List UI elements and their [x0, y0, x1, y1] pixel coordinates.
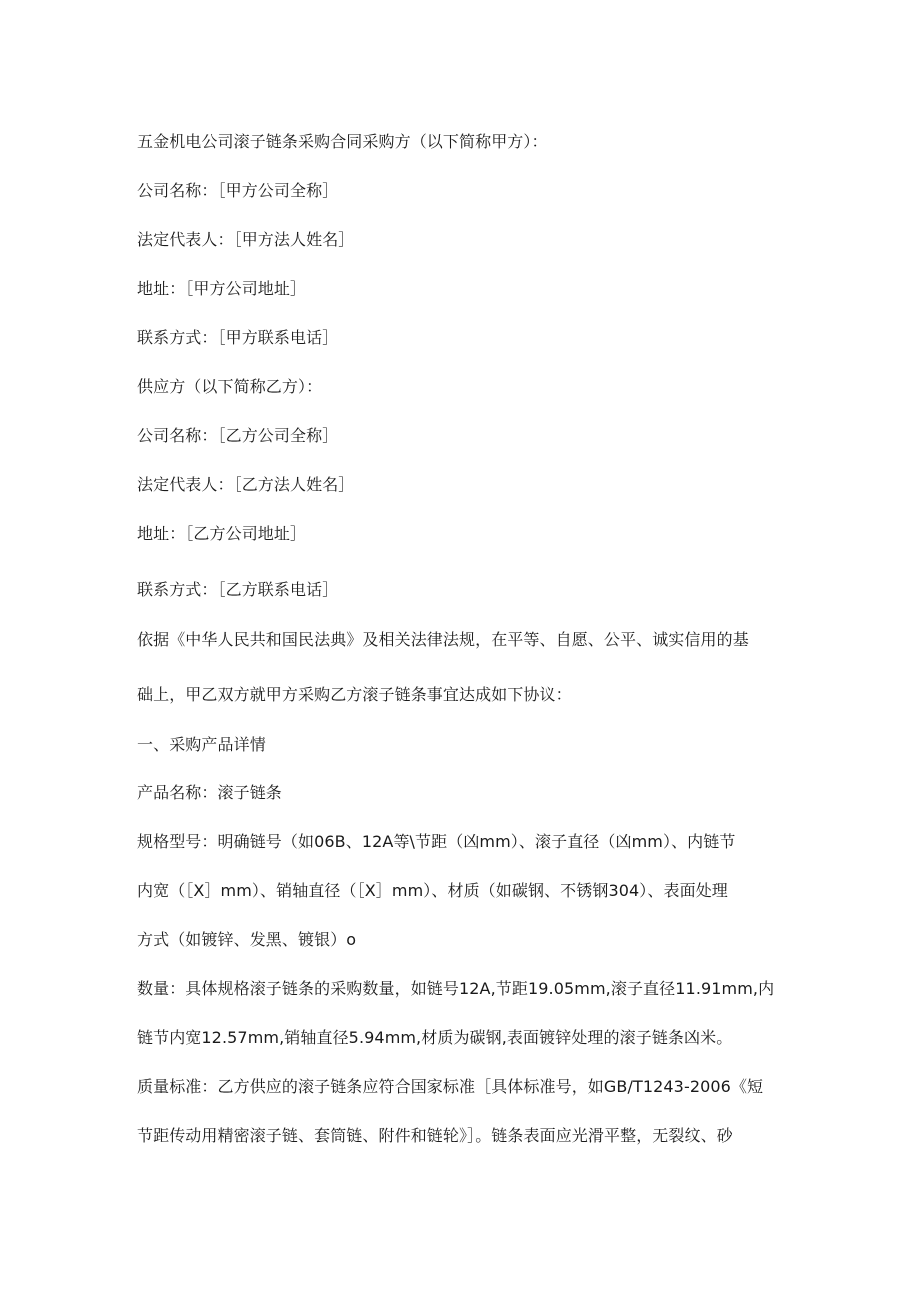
party-a-address: 地址：［甲方公司地址］	[137, 279, 307, 298]
party-b-heading: 供应方（以下简称乙方）：	[137, 377, 323, 396]
section-heading-product-details: 一、采购产品详情	[137, 735, 266, 754]
party-a-legal-representative: 法定代表人：［甲方法人姓名］	[137, 230, 355, 249]
quantity-line-1: 数量：具体规格滚子链条的采购数量，如链号12A,节距19.05mm,滚子直径11.91mm,内	[137, 979, 775, 998]
party-b-legal-representative: 法定代表人：［乙方法人姓名］	[137, 475, 355, 494]
quality-standard-line-2: 节距传动用精密滚子链、套筒链、附件和链轮》］。链条表面应光滑平整，无裂纹、砂	[137, 1126, 733, 1145]
party-a-company-name: 公司名称：［甲方公司全称］	[137, 181, 339, 200]
party-b-contact: 联系方式：［乙方联系电话］	[137, 580, 339, 599]
quantity-line-2: 链节内宽12.57mm,销轴直径5.94mm,材质为碳钢,表面镀锌处理的滚子链条凶米。	[137, 1028, 733, 1047]
party-b-company-name: 公司名称：［乙方公司全称］	[137, 426, 339, 445]
specification-line-1: 规格型号：明确链号（如06B、12A等\节距（凶mm）、滚子直径（凶mm）、内链节	[137, 832, 736, 851]
preamble-line-1: 依据《中华人民共和国民法典》及相关法律法规，在平等、自愿、公平、诚实信用的基	[137, 630, 749, 649]
specification-line-2: 内宽（［X］mm）、销轴直径（［X］mm）、材质（如碳钢、不锈钢304）、表面处理	[137, 881, 728, 900]
preamble-line-2: 础上，甲乙双方就甲方采购乙方滚子链条事宜达成如下协议：	[137, 685, 572, 704]
party-b-address: 地址：［乙方公司地址］	[137, 524, 307, 543]
product-name-line: 产品名称：滚子链条	[137, 783, 282, 802]
quality-standard-line-1: 质量标准：乙方供应的滚子链条应符合国家标准［具体标准号，如GB/T1243-2006《短	[137, 1077, 764, 1096]
specification-line-3: 方式（如镀锌、发黑、镀银）o	[137, 930, 357, 949]
contract-title-line: 五金机电公司滚子链条采购合同采购方（以下简称甲方）：	[137, 132, 548, 151]
party-a-contact: 联系方式：［甲方联系电话］	[137, 328, 339, 347]
